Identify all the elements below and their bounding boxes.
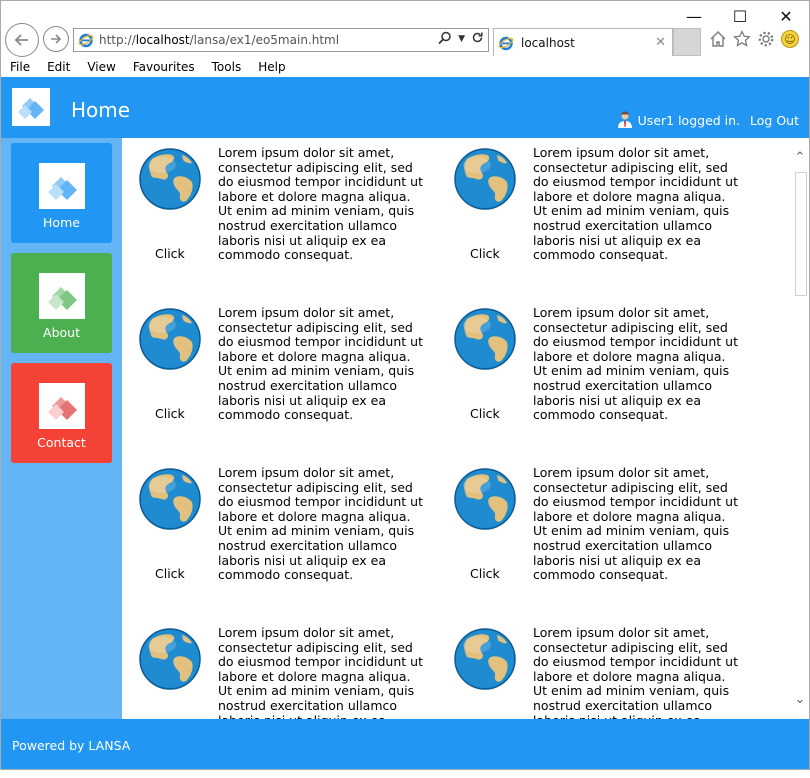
- tab-title: localhost: [521, 35, 575, 50]
- feedback-smiley-icon[interactable]: ☺: [781, 30, 799, 48]
- forward-button[interactable]: [43, 26, 69, 52]
- refresh-icon[interactable]: [471, 31, 484, 49]
- url-prefix: http://: [99, 33, 136, 47]
- list-item: [122, 458, 422, 618]
- globe-icon[interactable]: [453, 307, 517, 371]
- minimize-button[interactable]: —: [686, 6, 702, 26]
- contact-tile-icon: [39, 383, 85, 429]
- app-footer: [1, 719, 809, 769]
- card-text: Lorem ipsum dolor sit amet, consectetur adipiscing elit, sed do eiusmod tempor incididunt ut labore et dolore magna aliqua. Ut enim ad minim veniam, quis nostrud exercitation ullamco: [218, 625, 423, 713]
- menu-edit[interactable]: Edit: [47, 60, 71, 74]
- sidebar-item-label: Home: [43, 215, 80, 230]
- settings-gear-icon[interactable]: [757, 30, 775, 53]
- click-label[interactable]: Click: [155, 566, 185, 581]
- toolbar-icons: [709, 30, 799, 53]
- menu-tools[interactable]: Tools: [211, 60, 242, 74]
- card-text: Lorem ipsum dolor sit amet, consectetur adipiscing elit, sed do eiusmod tempor incididunt ut labore et dolore magna aliqua. Ut enim ad minim veniam, quis nostrud exercitation ullamco: [533, 625, 738, 713]
- page-title: Home: [71, 98, 131, 122]
- sidebar-item-label: Contact: [37, 435, 86, 450]
- scroll-down-icon[interactable]: ⌄: [794, 692, 806, 707]
- back-button[interactable]: [5, 23, 39, 57]
- click-label[interactable]: Click: [155, 406, 185, 421]
- click-label[interactable]: Click: [155, 246, 185, 261]
- card-text: Lorem ipsum dolor sit amet, consectetur adipiscing elit, sed do eiusmod tempor incididunt ut labore et dolore magna aliqua. Ut enim ad minim veniam, quis nostrud exercitation ullamco laboris nisi ut aliquip ex ea commodo consequat.: [533, 465, 738, 583]
- menu-help[interactable]: Help: [258, 60, 286, 74]
- dropdown-arrow-icon[interactable]: ▼: [458, 34, 465, 44]
- footer-text: Powered by LANSA: [12, 738, 131, 753]
- favorites-star-icon[interactable]: [733, 30, 751, 53]
- address-bar[interactable]: [73, 28, 489, 52]
- globe-icon[interactable]: [453, 467, 517, 531]
- sidebar-item-about[interactable]: [11, 253, 112, 353]
- close-window-button[interactable]: ✕: [779, 6, 793, 26]
- sidebar-item-label: About: [43, 325, 80, 340]
- sidebar-item-home[interactable]: [11, 143, 112, 243]
- url-host: localhost: [135, 33, 190, 47]
- logout-link[interactable]: Log Out: [750, 112, 799, 128]
- search-icon[interactable]: [438, 31, 452, 49]
- sidebar: [1, 138, 122, 719]
- user-avatar-icon: [616, 111, 634, 129]
- url-path: /lansa/ex1/eo5main.html: [189, 33, 340, 47]
- scroll-up-icon[interactable]: ⌃: [794, 150, 806, 165]
- address-url: [99, 33, 339, 47]
- list-item: [122, 138, 422, 298]
- menu-file[interactable]: File: [10, 60, 31, 74]
- card-text: Lorem ipsum dolor sit amet, consectetur adipiscing elit, sed do eiusmod tempor incididunt ut labore et dolore magna aliqua. Ut enim ad minim veniam, quis nostrud exercitation ullamco laboris nisi ut aliquip ex ea commodo consequat.: [218, 145, 423, 263]
- app-logo[interactable]: [12, 88, 50, 126]
- card-text: Lorem ipsum dolor sit amet, consectetur adipiscing elit, sed do eiusmod tempor incididunt ut labore et dolore magna aliqua. Ut enim ad minim veniam, quis nostrud exercitation ullamco laboris nisi ut aliquip ex ea commodo consequat.: [218, 305, 423, 423]
- list-item: [437, 458, 737, 618]
- address-tools: [438, 31, 484, 49]
- lansa-logo-icon: [12, 88, 50, 126]
- maximize-button[interactable]: ☐: [732, 6, 748, 26]
- scrollbar-thumb[interactable]: [795, 172, 807, 296]
- click-label[interactable]: Click: [470, 566, 500, 581]
- home-icon[interactable]: [709, 30, 727, 53]
- click-label[interactable]: Click: [470, 246, 500, 261]
- click-label[interactable]: Click: [470, 406, 500, 421]
- user-area: [616, 111, 799, 129]
- about-tile-icon: [39, 273, 85, 319]
- list-item: [437, 138, 737, 298]
- new-tab-button[interactable]: [673, 28, 701, 56]
- card-text: Lorem ipsum dolor sit amet, consectetur adipiscing elit, sed do eiusmod tempor incididunt ut labore et dolore magna aliqua. Ut enim ad minim veniam, quis nostrud exercitation ullamco laboris nisi ut aliquip ex ea commodo consequat.: [533, 305, 738, 423]
- globe-icon[interactable]: [453, 147, 517, 211]
- globe-icon[interactable]: [138, 307, 202, 371]
- tab-favicon-icon: [497, 34, 515, 52]
- main-content: [122, 138, 809, 719]
- forward-arrow-icon: [49, 32, 63, 46]
- browser-tab[interactable]: [493, 28, 673, 56]
- menu-favourites[interactable]: Favourites: [132, 60, 195, 74]
- list-item: [437, 298, 737, 458]
- card-text: Lorem ipsum dolor sit amet, consectetur adipiscing elit, sed do eiusmod tempor incididunt ut labore et dolore magna aliqua. Ut enim ad minim veniam, quis nostrud exercitation ullamco laboris nisi ut aliquip ex ea commodo consequat.: [533, 145, 738, 263]
- globe-icon[interactable]: [138, 147, 202, 211]
- ie-logo-icon: [77, 31, 95, 49]
- back-arrow-icon: [13, 31, 31, 49]
- menu-bar: [1, 57, 809, 77]
- browser-nav-bar: [1, 21, 809, 57]
- globe-icon[interactable]: [138, 627, 202, 691]
- menu-view[interactable]: View: [87, 60, 116, 74]
- app-header: [1, 77, 809, 138]
- list-item: [122, 298, 422, 458]
- vertical-scrollbar[interactable]: [791, 138, 809, 719]
- sidebar-item-contact[interactable]: [11, 363, 112, 463]
- card-text: Lorem ipsum dolor sit amet, consectetur adipiscing elit, sed do eiusmod tempor incididunt ut labore et dolore magna aliqua. Ut enim ad minim veniam, quis nostrud exercitation ullamco laboris nisi ut aliquip ex ea commodo consequat.: [218, 465, 423, 583]
- globe-icon[interactable]: [138, 467, 202, 531]
- logged-in-user-text: User1 logged in.: [637, 112, 741, 128]
- globe-icon[interactable]: [453, 627, 517, 691]
- tab-close-icon[interactable]: ✕: [655, 35, 666, 50]
- home-tile-icon: [39, 163, 85, 209]
